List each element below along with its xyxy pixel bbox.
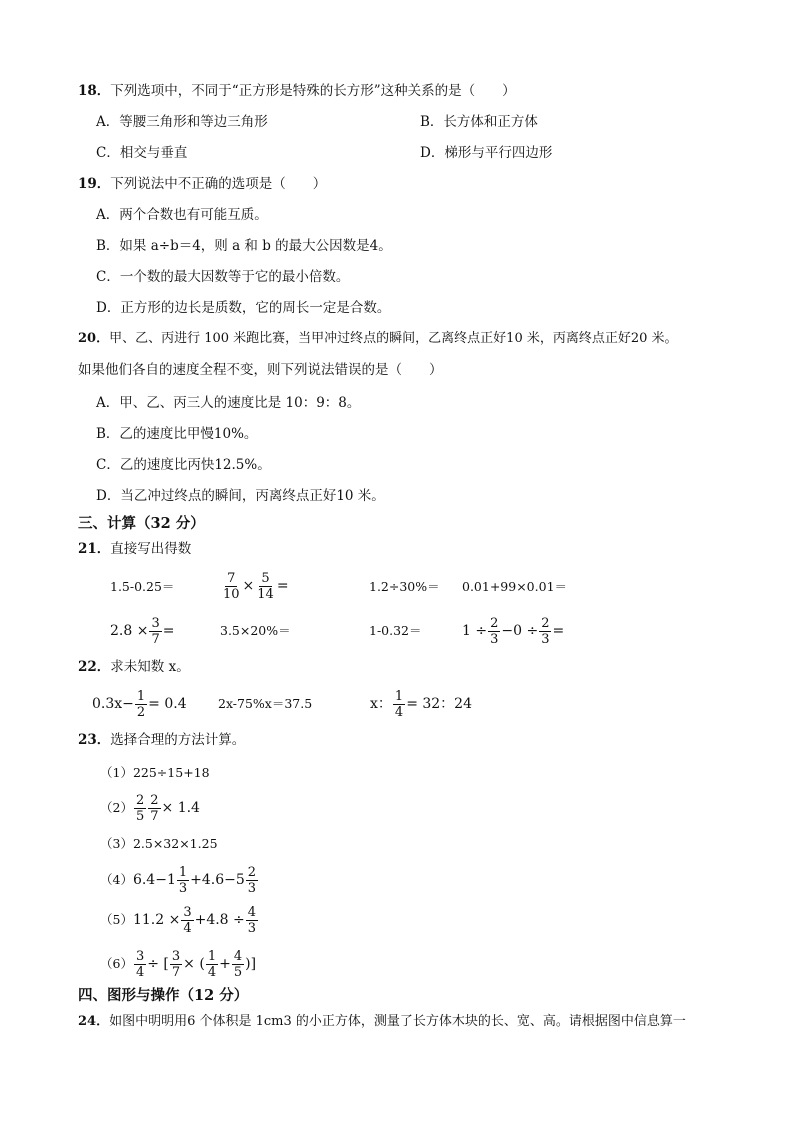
question-stem: 求未知数 x。: [110, 659, 190, 675]
fraction: $\frac{3}{4}$: [183, 904, 192, 936]
option-c: C．乙的速度比丙快12.5%。: [96, 457, 271, 473]
fraction: $\frac{2}{3}$: [541, 615, 550, 647]
problem-5: （5） 11.2 × $\frac{3}{4}$ +4.8 ÷ $\frac{4}{3}$: [100, 904, 257, 936]
fraction: $\frac{4}{5}$: [233, 948, 243, 980]
question-23: [78, 731, 245, 749]
question-stem: 如图中明明用6 个体积是 1cm3 的小正方体，测量了长方体木块的长、宽、高。请根据图中信息算一: [109, 1014, 686, 1029]
fraction: $\frac{2}{3}$: [490, 615, 499, 647]
oral-calc-2: $\frac{7}{10}$ × $\frac{5}{14}$ =: [223, 570, 289, 602]
fraction: $\frac{2}{5}$: [135, 792, 145, 824]
fraction: $\frac{1}{4}$: [207, 948, 217, 980]
oral-calc-5: 2.8 × $\frac{3}{7}$ =: [110, 615, 175, 647]
equation-3: x： $\frac{1}{4}$ = 32：24: [370, 688, 472, 720]
question-number: 20．: [78, 331, 110, 346]
oral-calc-6: 3.5×20%＝: [220, 623, 291, 638]
question-20: [78, 330, 678, 348]
question-22: [78, 658, 190, 676]
oral-calc-1: 1.5-0.25＝: [110, 579, 175, 594]
fraction: $\frac{1}{4}$: [394, 688, 404, 720]
question-19: [78, 175, 326, 193]
fraction: $\frac{4}{3}$: [247, 904, 257, 936]
question-stem-continued: 如果他们各自的速度全程不变，则下列说法错误的是（ ）: [78, 362, 443, 378]
question-stem: 甲、乙、丙进行 100 米跑比赛，当甲冲过终点的瞬间，乙离终点正好10 米，丙离终点正好20 米。: [109, 331, 678, 346]
option-a: A．甲、乙、丙三人的速度比是 10：9：8。: [96, 395, 361, 411]
question-24: [78, 1013, 686, 1031]
question-number: 21．: [78, 541, 111, 557]
fraction: $\frac{7}{10}$: [223, 570, 240, 602]
question-stem: 直接写出得数: [110, 541, 192, 557]
oral-calc-7: 1-0.32＝: [369, 623, 422, 638]
question-number: 23．: [78, 732, 111, 748]
fraction: $\frac{3}{7}$: [171, 948, 181, 980]
option-b: B．长方体和正方体: [420, 114, 538, 130]
oral-calc-3: 1.2÷30%＝: [369, 579, 440, 594]
question-stem: 选择合理的方法计算。: [110, 732, 246, 748]
fraction: $\frac{2}{3}$: [247, 864, 257, 896]
problem-2: （2） $\frac{2}{5}$ $\frac{2}{7}$ × 1.4: [100, 792, 200, 824]
problem-6: （6） $\frac{3}{4}$ ÷ [ $\frac{3}{7}$ × ( $\frac{1}{4}$ + $\frac{4}{5}$ )]: [100, 948, 257, 980]
fraction: $\frac{1}{3}$: [178, 864, 188, 896]
question-number: 22．: [78, 659, 111, 675]
fraction: $\frac{1}{2}$: [136, 688, 146, 720]
option-c: C．一个数的最大因数等于它的最小倍数。: [96, 269, 350, 285]
problem-1: （1）225÷15+18: [100, 765, 210, 780]
question-18: [78, 82, 516, 100]
option-a: A．两个合数也有可能互质。: [96, 207, 268, 223]
equation-1: 0.3x− $\frac{1}{2}$ = 0.4: [92, 688, 187, 720]
option-b: B．乙的速度比甲慢10%。: [96, 426, 258, 442]
option-d: D．梯形与平行四边形: [420, 145, 553, 161]
oral-calc-8: 1 ÷ $\frac{2}{3}$ −0 ÷ $\frac{2}{3}$ =: [462, 615, 565, 647]
question-stem: 下列说法中不正确的选项是（ ）: [110, 176, 327, 192]
oral-calc-4: 0.01+99×0.01＝: [462, 579, 568, 594]
equation-2: 2x-75%x＝37.5: [218, 696, 313, 711]
section-heading: 四、图形与操作（12 分）: [78, 987, 249, 1004]
section-heading: 三、计算（32 分）: [78, 515, 205, 532]
option-a: A．等腰三角形和等边三角形: [96, 114, 268, 130]
question-stem: 下列选项中，不同于“正方形是特殊的长方形”这种关系的是（ ）: [110, 83, 516, 99]
option-d: D．当乙冲过终点的瞬间，丙离终点正好10 米。: [96, 488, 385, 504]
problem-3: （3）2.5×32×1.25: [100, 836, 218, 851]
fraction: $\frac{5}{14}$: [257, 570, 274, 602]
fraction: $\frac{3}{7}$: [151, 615, 160, 647]
option-c: C．相交与垂直: [96, 145, 188, 161]
option-d: D．正方形的边长是质数，它的周长一定是合数。: [96, 300, 391, 316]
question-number: 24．: [78, 1014, 110, 1029]
question-number: 19．: [78, 176, 111, 192]
fraction: $\frac{3}{4}$: [135, 948, 145, 980]
question-21: [78, 540, 191, 558]
problem-4: （4） 6.4−1 $\frac{1}{3}$ +4.6−5 $\frac{2}{3}$: [100, 864, 257, 896]
question-number: 18．: [78, 83, 111, 99]
fraction: $\frac{2}{7}$: [150, 792, 159, 824]
option-b: B．如果 a÷b＝4，则 a 和 b 的最大公因数是4。: [96, 238, 392, 254]
